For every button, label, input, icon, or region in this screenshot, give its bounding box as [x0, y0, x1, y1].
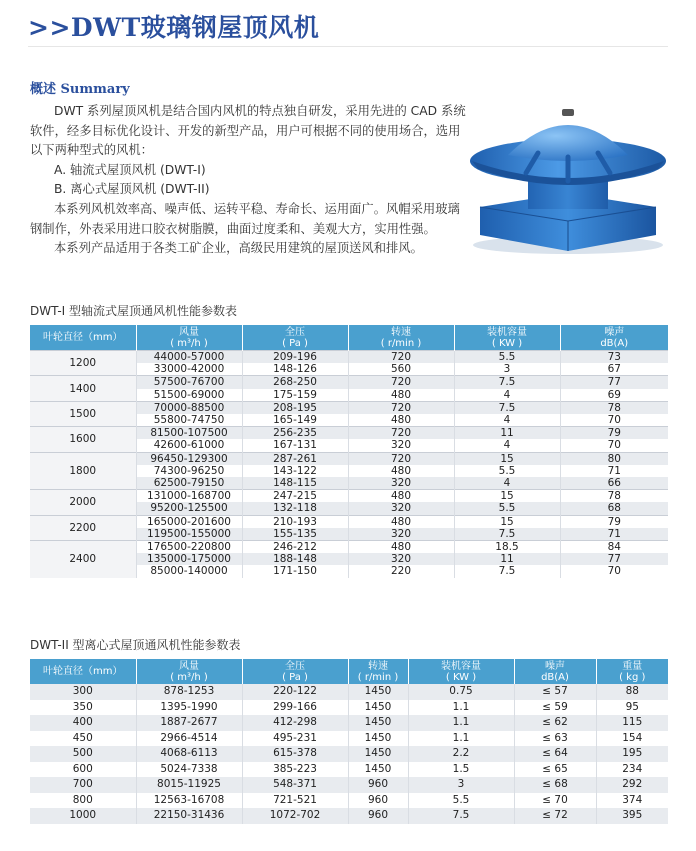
table-cell: 7.5	[454, 565, 560, 577]
table-row	[30, 452, 668, 465]
table-cell: 57500-76700	[136, 376, 242, 389]
table-cell: 69	[560, 389, 668, 402]
table-row	[30, 715, 668, 731]
summary-option-b: B. 离心式屋顶风机 (DWT-II)	[54, 182, 210, 197]
table-cell: ≤ 63	[514, 731, 596, 747]
table-cell: 1.1	[408, 715, 514, 731]
table-cell: 600	[30, 762, 136, 778]
table-cell: 960	[348, 777, 408, 793]
table-cell: 195	[596, 746, 668, 762]
table-cell: 135000-175000	[136, 553, 242, 565]
table-cell: 68	[560, 502, 668, 515]
table-cell: 154	[596, 731, 668, 747]
table-cell: 1072-702	[242, 808, 348, 824]
table-cell: 720	[348, 376, 454, 389]
table-cell: 51500-69000	[136, 389, 242, 402]
table-cell: 1000	[30, 808, 136, 824]
col-header: 全压 ( Pa )	[242, 325, 348, 351]
table-cell: 1450	[348, 700, 408, 716]
table-row	[30, 777, 668, 793]
table-cell: 167-131	[242, 439, 348, 452]
table1-caption: DWT-I 型轴流式屋顶通风机性能参数表	[30, 304, 238, 318]
table-cell: 1.1	[408, 700, 514, 716]
col-header: 风量 ( m³/h )	[136, 325, 242, 351]
table-cell: ≤ 70	[514, 793, 596, 809]
table-cell: 11	[454, 553, 560, 565]
table-cell: 80	[560, 452, 668, 465]
table-cell: 143-122	[242, 465, 348, 477]
table-cell: ≤ 59	[514, 700, 596, 716]
table-row	[30, 684, 668, 700]
table-cell: 878-1253	[136, 684, 242, 700]
table-cell: 320	[348, 502, 454, 515]
summary-paragraph: DWT 系列屋顶风机是结合国内风机的特点独自研发，采用先进的 CAD 系统软件，经多目标优化设计、开发的新型产品，用户可根据不同的使用场合，选用以下两种型式的风机：	[30, 104, 466, 158]
table-cell: ≤ 72	[514, 808, 596, 824]
table-cell: 960	[348, 793, 408, 809]
col-header: 装机容量 ( KW )	[408, 659, 514, 684]
table-cell: 7.5	[454, 528, 560, 541]
table-cell: 148-115	[242, 477, 348, 490]
table-cell: ≤ 62	[514, 715, 596, 731]
table-cell: 15	[454, 452, 560, 465]
table-cell: 79	[560, 515, 668, 528]
table-cell: 15	[454, 515, 560, 528]
roof-fan-image	[468, 95, 668, 260]
table-cell: 5.5	[408, 793, 514, 809]
table-cell: 2966-4514	[136, 731, 242, 747]
table-cell: 480	[348, 515, 454, 528]
table-cell: 148-126	[242, 363, 348, 376]
table-cell: 320	[348, 439, 454, 452]
table-cell: ≤ 57	[514, 684, 596, 700]
table-cell: 70	[560, 565, 668, 577]
table-cell: 131000-168700	[136, 490, 242, 503]
table-cell: 4	[454, 389, 560, 402]
table-cell: 2.2	[408, 746, 514, 762]
table-cell: 548-371	[242, 777, 348, 793]
table-row	[30, 351, 668, 364]
table-cell: 287-261	[242, 452, 348, 465]
table-cell: 175-159	[242, 389, 348, 402]
table-cell: 33000-42000	[136, 363, 242, 376]
table-cell: 119500-155000	[136, 528, 242, 541]
table-cell: 320	[348, 477, 454, 490]
table-cell: 292	[596, 777, 668, 793]
table-cell: 615-378	[242, 746, 348, 762]
summary-paragraph: 本系列风机效率高、噪声低、运转平稳、寿命长、运用面广。风帽采用玻璃钢制作，外表采用进口胶衣树脂膜，曲面过度柔和、美观大方，实用性强。	[30, 201, 460, 236]
diameter-cell: 2000	[30, 490, 136, 515]
summary-heading	[30, 78, 130, 97]
table-cell: 5.5	[454, 465, 560, 477]
summary-paragraph: 本系列产品适用于各类工矿企业，高级民用建筑的屋顶送风和排风。	[54, 241, 423, 256]
table-cell: 7.5	[454, 401, 560, 414]
table-cell: 78	[560, 490, 668, 503]
table-cell: 4	[454, 477, 560, 490]
table-cell: 67	[560, 363, 668, 376]
table-cell: 70	[560, 414, 668, 427]
axial-fan-spec-table	[30, 325, 668, 578]
table-cell: 70	[560, 439, 668, 452]
table-cell: 1.5	[408, 762, 514, 778]
table-cell: 299-166	[242, 700, 348, 716]
summary-text	[30, 102, 470, 259]
table-cell: 5.5	[454, 502, 560, 515]
table-cell: 66	[560, 477, 668, 490]
table-cell: 165000-201600	[136, 515, 242, 528]
table-cell: ≤ 68	[514, 777, 596, 793]
table-cell: 79	[560, 427, 668, 440]
table-header-row	[30, 325, 668, 351]
table-cell: 5024-7338	[136, 762, 242, 778]
table-cell: 85000-140000	[136, 565, 242, 577]
table-cell: 4	[454, 439, 560, 452]
table-cell: 22150-31436	[136, 808, 242, 824]
table-cell: 960	[348, 808, 408, 824]
col-header: 装机容量 ( KW )	[454, 325, 560, 351]
table-cell: 209-196	[242, 351, 348, 364]
table-cell: 8015-11925	[136, 777, 242, 793]
table-cell: 256-235	[242, 427, 348, 440]
table-cell: 1450	[348, 684, 408, 700]
table-cell: 500	[30, 746, 136, 762]
table-cell: 1450	[348, 746, 408, 762]
table-cell: 132-118	[242, 502, 348, 515]
centrifugal-fan-spec-table	[30, 659, 668, 824]
col-header: 转速 ( r/min )	[348, 325, 454, 351]
table-cell: 210-193	[242, 515, 348, 528]
table-cell: 73	[560, 351, 668, 364]
table-cell: 208-195	[242, 401, 348, 414]
table-cell: 95200-125500	[136, 502, 242, 515]
table-cell: 155-135	[242, 528, 348, 541]
table-cell: 1.1	[408, 731, 514, 747]
table-cell: 88	[596, 684, 668, 700]
table-cell: 720	[348, 351, 454, 364]
table-cell: 234	[596, 762, 668, 778]
table-cell: 374	[596, 793, 668, 809]
table-cell: 220	[348, 565, 454, 577]
table-row	[30, 731, 668, 747]
table-cell: 7.5	[408, 808, 514, 824]
col-header: 转速 ( r/min )	[348, 659, 408, 684]
table-cell: 115	[596, 715, 668, 731]
table-cell: 480	[348, 490, 454, 503]
diameter-cell: 1800	[30, 452, 136, 490]
diameter-cell: 1200	[30, 351, 136, 376]
table-cell: ≤ 65	[514, 762, 596, 778]
table-cell: 7.5	[454, 376, 560, 389]
table-cell: 720	[348, 401, 454, 414]
table-cell: 188-148	[242, 553, 348, 565]
table-cell: 450	[30, 731, 136, 747]
table-cell: 1887-2677	[136, 715, 242, 731]
table-cell: 400	[30, 715, 136, 731]
table-cell: 300	[30, 684, 136, 700]
table-cell: 176500-220800	[136, 541, 242, 554]
table-cell: 480	[348, 414, 454, 427]
table-header-row	[30, 659, 668, 684]
title-divider	[28, 46, 668, 47]
table-cell: 77	[560, 553, 668, 565]
table-cell: 1395-1990	[136, 700, 242, 716]
table-cell: 18.5	[454, 541, 560, 554]
table-cell: 246-212	[242, 541, 348, 554]
diameter-cell: 2400	[30, 541, 136, 578]
table-cell: 70000-88500	[136, 401, 242, 414]
diameter-cell: 1400	[30, 376, 136, 401]
table-cell: 268-250	[242, 376, 348, 389]
table2-caption: DWT-II 型离心式屋顶通风机性能参数表	[30, 638, 241, 652]
table-cell: 0.75	[408, 684, 514, 700]
table-row	[30, 490, 668, 503]
table-row	[30, 793, 668, 809]
table-cell: 84	[560, 541, 668, 554]
page-title: >>DWT玻璃钢屋顶风机	[28, 13, 320, 42]
table-cell: 5.5	[454, 351, 560, 364]
col-header: 风量 ( m³/h )	[136, 659, 242, 684]
table-cell: 800	[30, 793, 136, 809]
table-cell: 4068-6113	[136, 746, 242, 762]
table-cell: 480	[348, 465, 454, 477]
table-cell: 78	[560, 401, 668, 414]
diameter-cell: 1600	[30, 427, 136, 452]
table-cell: 165-149	[242, 414, 348, 427]
summary-option-a: A. 轴流式屋顶风机 (DWT-I)	[54, 162, 206, 177]
summary-heading-en: Summary	[60, 82, 130, 97]
table-row	[30, 376, 668, 389]
table-cell: 77	[560, 376, 668, 389]
table-cell: 412-298	[242, 715, 348, 731]
table-row	[30, 746, 668, 762]
table-cell: 4	[454, 414, 560, 427]
table-cell: 74300-96250	[136, 465, 242, 477]
table-row	[30, 762, 668, 778]
table-cell: 55800-74750	[136, 414, 242, 427]
table-row	[30, 515, 668, 528]
table-cell: 15	[454, 490, 560, 503]
col-header: 噪声 dB(A)	[560, 325, 668, 351]
table-cell: 3	[408, 777, 514, 793]
table-cell: 385-223	[242, 762, 348, 778]
table-cell: 320	[348, 528, 454, 541]
table-cell: 171-150	[242, 565, 348, 577]
table-cell: 11	[454, 427, 560, 440]
diameter-cell: 1500	[30, 401, 136, 426]
table-cell: 95	[596, 700, 668, 716]
table-row	[30, 808, 668, 824]
table-cell: 720	[348, 452, 454, 465]
table-cell: 1450	[348, 731, 408, 747]
table-cell: 44000-57000	[136, 351, 242, 364]
table-cell: ≤ 64	[514, 746, 596, 762]
table-cell: 1450	[348, 762, 408, 778]
table-cell: 71	[560, 465, 668, 477]
table-cell: 12563-16708	[136, 793, 242, 809]
table-row	[30, 541, 668, 554]
table-cell: 62500-79150	[136, 477, 242, 490]
table-cell: 3	[454, 363, 560, 376]
col-header: 重量 ( kg )	[596, 659, 668, 684]
table-cell: 71	[560, 528, 668, 541]
table-cell: 480	[348, 389, 454, 402]
table-cell: 81500-107500	[136, 427, 242, 440]
table-cell: 1450	[348, 715, 408, 731]
table-row	[30, 401, 668, 414]
diameter-cell: 2200	[30, 515, 136, 540]
col-header: 噪声 dB(A)	[514, 659, 596, 684]
col-header: 全压 ( Pa )	[242, 659, 348, 684]
table-cell: 350	[30, 700, 136, 716]
table-cell: 700	[30, 777, 136, 793]
table-cell: 320	[348, 553, 454, 565]
table-row	[30, 700, 668, 716]
table-cell: 720	[348, 427, 454, 440]
summary-heading-cn: 概述	[30, 82, 57, 97]
table-cell: 721-521	[242, 793, 348, 809]
table-cell: 42600-61000	[136, 439, 242, 452]
table-cell: 480	[348, 541, 454, 554]
table-row	[30, 427, 668, 440]
table-cell: 96450-129300	[136, 452, 242, 465]
col-header: 叶轮直径（mm）	[30, 659, 136, 684]
table-cell: 560	[348, 363, 454, 376]
table-cell: 220-122	[242, 684, 348, 700]
table-cell: 495-231	[242, 731, 348, 747]
table-cell: 395	[596, 808, 668, 824]
table-cell: 247-215	[242, 490, 348, 503]
col-header: 叶轮直径（mm）	[30, 325, 136, 351]
